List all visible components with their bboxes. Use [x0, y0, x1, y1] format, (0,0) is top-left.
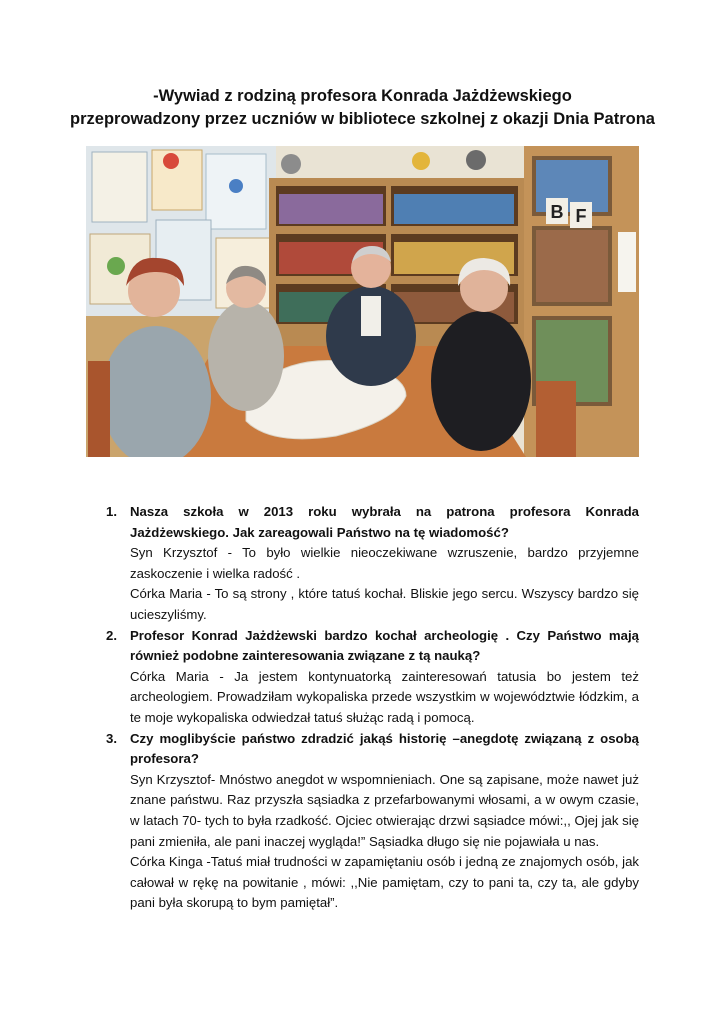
question-text: Profesor Konrad Jażdżewski bardzo kochał archeologię . Czy Państwo mają również podobne zainteresowania związane z tą nauką? — [130, 627, 639, 664]
svg-text:F: F — [575, 206, 587, 226]
list-item — [106, 626, 639, 729]
answer-text: Córka Kinga -Tatuś miał trudności w zapamiętaniu osób i jedną ze znajomych osób, jak całował w rękę na powitanie , mówi: ,,Nie pamiętam, czy to pani ta, czy ta, ale gdyby pani była skorupą to bym pamiętał”. — [130, 854, 639, 911]
answer-text: Syn Krzysztof - To było wielkie nieoczekiwane wzruszenie, bardzo przyjemne zaskoczenie i wielka radość . — [130, 545, 639, 581]
list-item — [106, 729, 639, 914]
answer-text: Syn Krzysztof- Mnóstwo anegdot w wspomnieniach. One są zapisane, może nawet już znane państwu. Raz przyszła sąsiadka z przefarbowanymi włosami, a w owym czasie, w latach 70- tych to była rzadkość. Ojciec otwierając drzwi sąsiadce mówi:,, Ojej jak się pani zmieniła, ale pani inaczej wygląda!” Sąsiadka długo się nie pojawiała u nas. — [130, 771, 639, 849]
question-number: 2. — [106, 627, 117, 643]
page-subtitle: przeprowadzony przez uczniów w bibliotece szkolnej z okazji Dnia Patrona — [70, 110, 655, 128]
svg-text:B: B — [550, 202, 564, 222]
question-number: 3. — [106, 730, 117, 746]
question-text: Czy moglibyście państwo zdradzić jakąś historię –anegdotę związaną z osobą profesora? — [130, 730, 639, 767]
page-title: -Wywiad z rodziną profesora Konrada Jażdżewskiego — [153, 87, 572, 105]
question-number: 1. — [106, 504, 117, 519]
question-text: Nasza szkoła w 2013 roku wybrała na patrona profesora Konrada Jażdżewskiego. Jak zareagowali Państwo na tę wiadomość? — [130, 504, 639, 540]
answer-text: Córka Maria - Ja jestem kontynuatorką zainteresowań tatusia bo jestem też archeologiem. Prowadziłam wykopaliska przede wszystkim w województwie łódzkim, a te moje wykopaliska odwiedzał tatuś służąc radą i pomocą. — [130, 668, 639, 725]
answer-text: Córka Maria - To są strony , które tatuś kochał. Bliskie jego sercu. Wszyscy bardzo się ucieszyliśmy. — [130, 586, 639, 622]
interview-questions — [106, 502, 639, 914]
list-item — [106, 502, 639, 626]
library-photo — [86, 146, 639, 457]
